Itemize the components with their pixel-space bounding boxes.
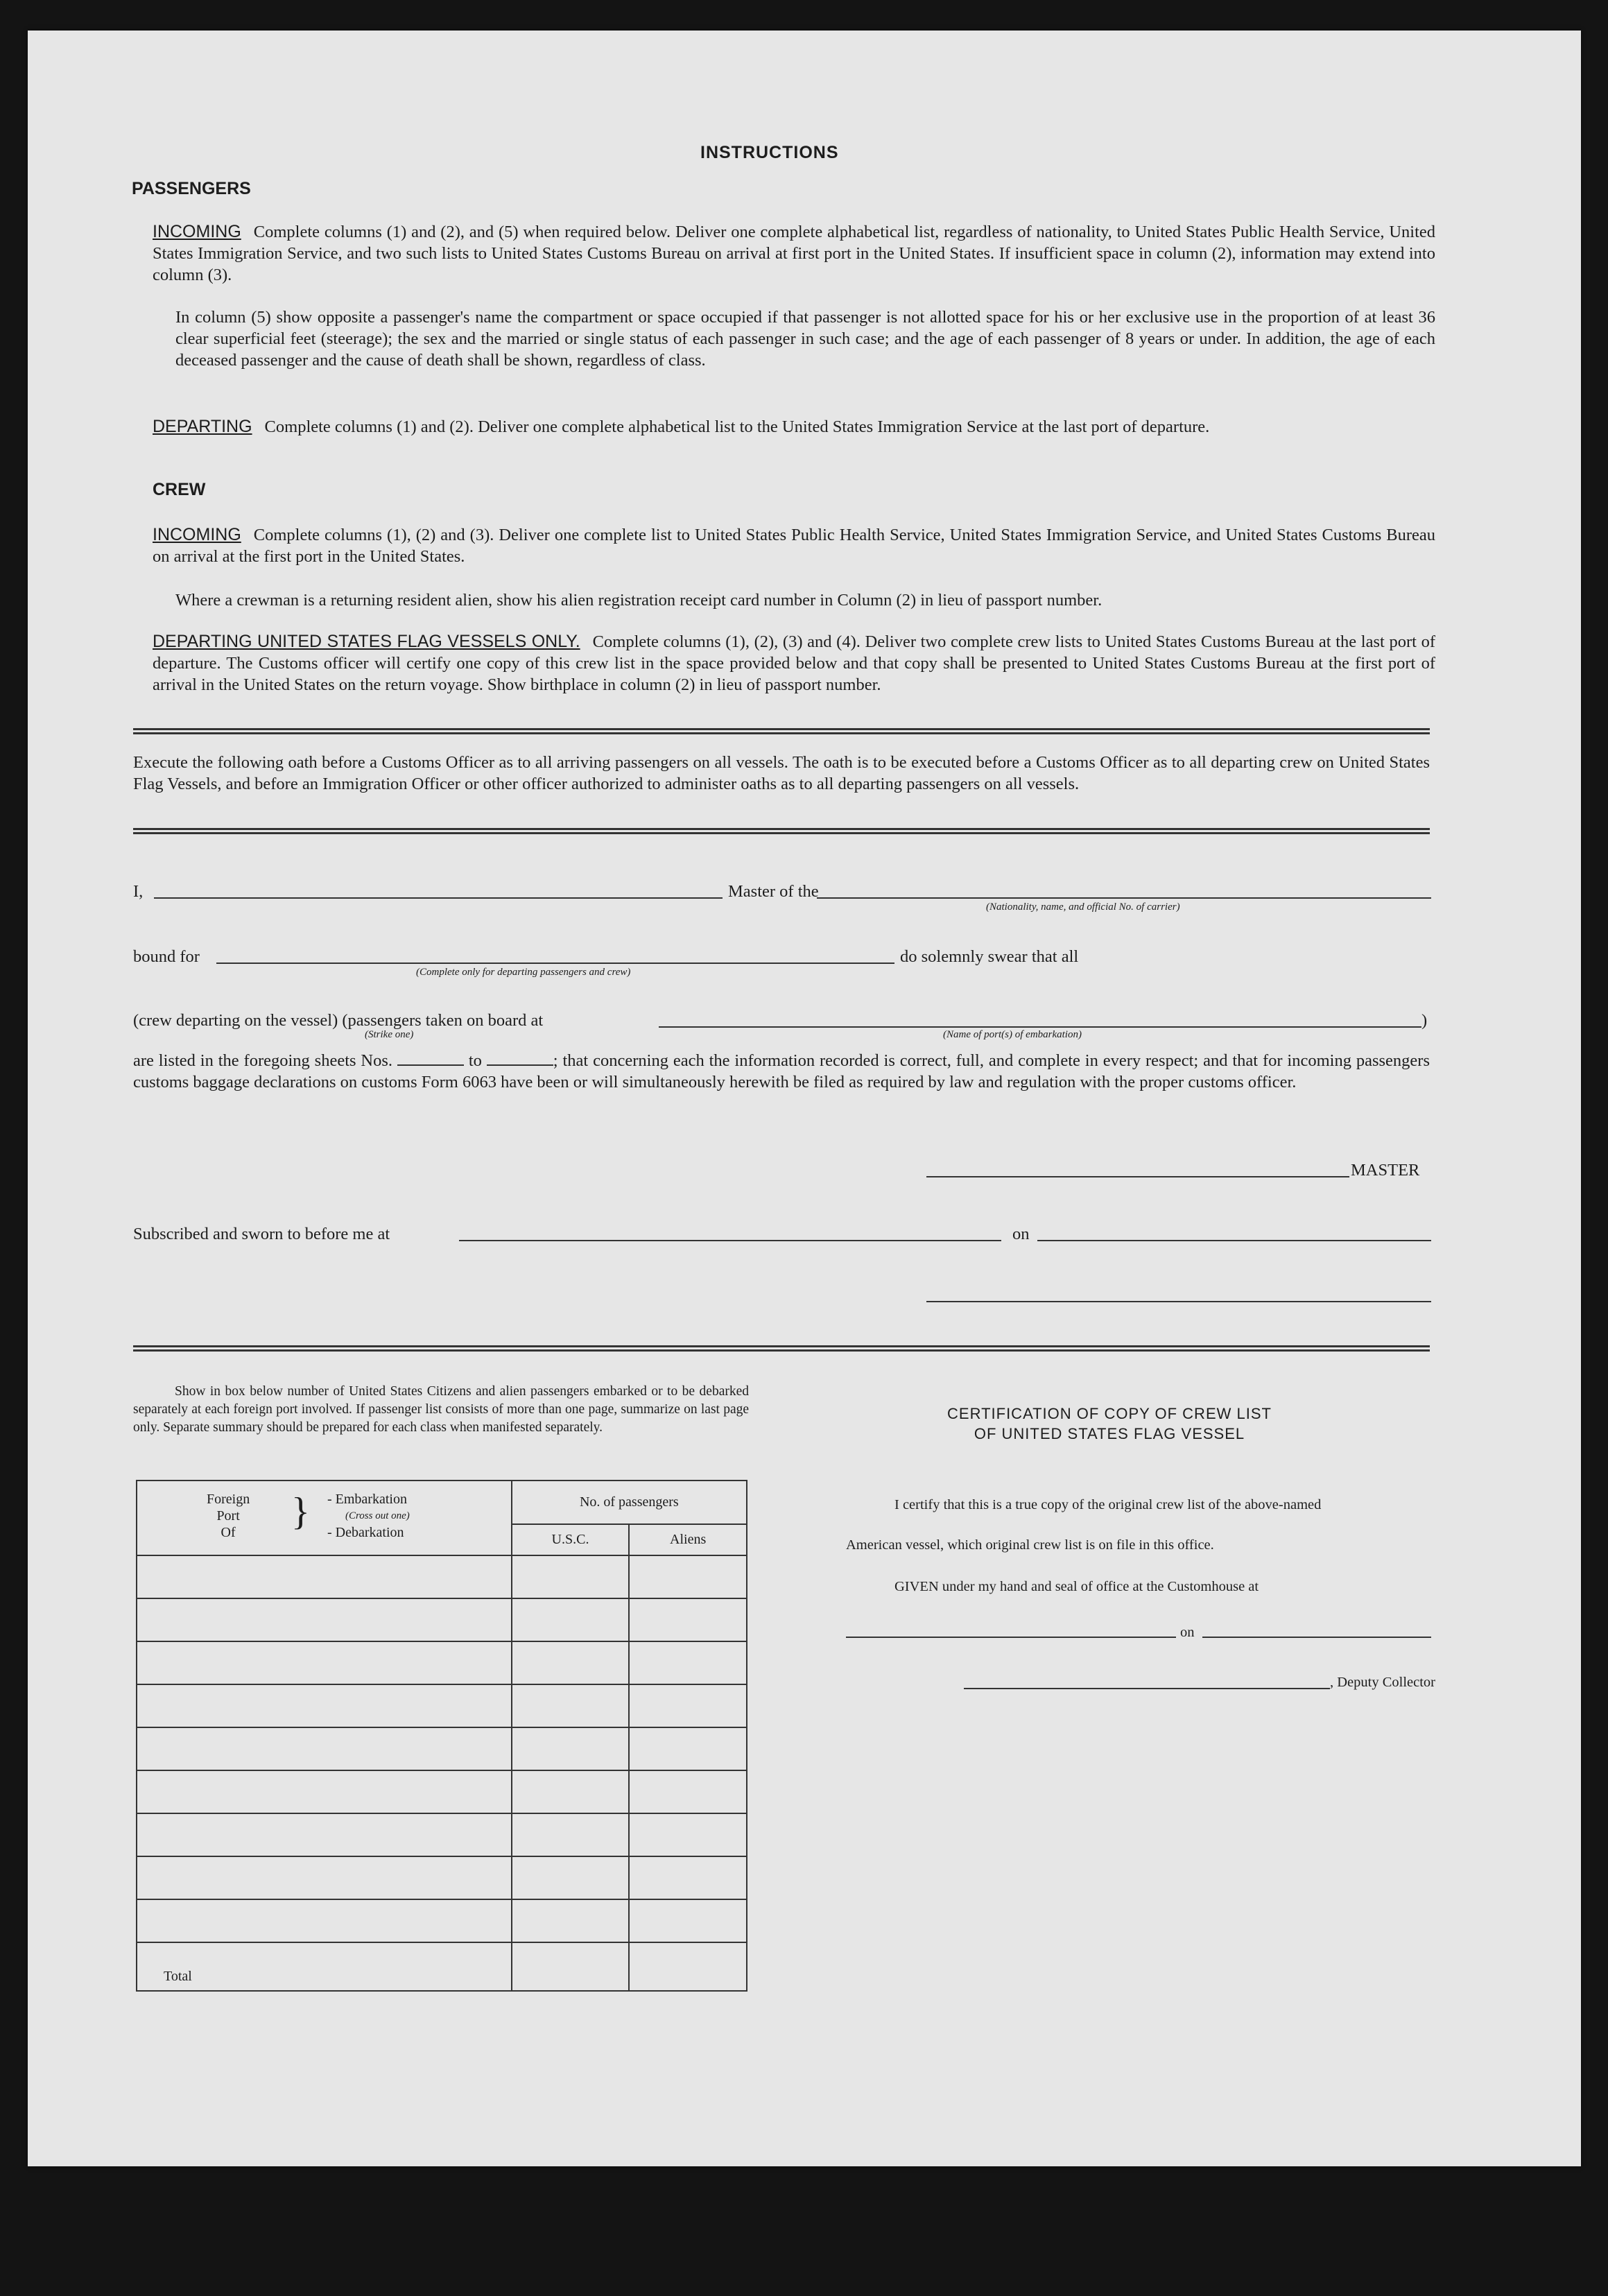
usc-header: U.S.C. xyxy=(512,1524,630,1555)
instructions-title: INSTRUCTIONS xyxy=(700,143,839,162)
crew-incoming-paragraph xyxy=(153,524,1435,567)
ports-caption: (Name of port(s) of embarkation) xyxy=(943,1029,1082,1040)
form-page xyxy=(28,31,1581,2166)
table-row xyxy=(137,1813,747,1856)
table-row xyxy=(137,1727,747,1770)
usc-cell[interactable] xyxy=(512,1770,630,1813)
crew-incoming-label: INCOMING xyxy=(153,525,241,544)
sheet-from-field[interactable] xyxy=(397,1064,464,1066)
aliens-cell[interactable] xyxy=(629,1555,747,1598)
table-row xyxy=(137,1770,747,1813)
sworn-date-field[interactable] xyxy=(1037,1240,1431,1241)
deputy-collector-signature-line[interactable] xyxy=(964,1688,1330,1689)
aliens-cell[interactable] xyxy=(629,1727,747,1770)
carrier-field[interactable] xyxy=(817,897,1431,899)
passengers-incoming-label: INCOMING xyxy=(153,222,241,241)
close-paren: ) xyxy=(1421,1011,1428,1030)
column5-paragraph: In column (5) show opposite a passenger's name the compartment or space occupied if that passenger is not allotted space for his or her exclusive use in the proportion of at least 36 clear superficial feet (steerage); the sex and the married or single status of each passenger in such case; and the age of each passenger of 8 years or under. In addition, the age of each deceased passenger and the cause of death shall be shown, regardless of class. xyxy=(175,308,1435,370)
given-line: GIVEN under my hand and seal of office at the Customhouse at xyxy=(894,1579,1259,1594)
bound-for-field[interactable] xyxy=(216,963,894,964)
sheets-label: are listed in the foregoing sheets Nos. xyxy=(133,1051,393,1070)
officer-signature-line[interactable] xyxy=(926,1301,1431,1302)
passengers-departing-text: Complete columns (1) and (2). Deliver one complete alphabetical list to the United States Immigration Service at the last port of departure. xyxy=(264,417,1210,436)
master-label: MASTER xyxy=(1351,1161,1420,1180)
foreign-label: Foreign xyxy=(207,1492,250,1507)
table-row xyxy=(137,1641,747,1684)
deputy-collector-label: , Deputy Collector xyxy=(1330,1675,1436,1690)
total-label: Total xyxy=(137,1942,512,1991)
sheets-statement: ; that concerning each the information recorded is correct, full, and complete in every respect; and that for incoming passengers customs baggage declarations on customs Form 6063 have been or will simultaneously herewith be filed as required by law and regulation with the proper customs officer. xyxy=(133,1051,1430,1091)
port-cell[interactable] xyxy=(137,1770,512,1813)
customhouse-field[interactable] xyxy=(846,1637,1176,1638)
debarkation-label: - Debarkation xyxy=(327,1525,404,1540)
usc-cell[interactable] xyxy=(512,1641,630,1684)
swear-text: do solemnly swear that all xyxy=(900,947,1079,966)
of-label: Of xyxy=(221,1525,236,1540)
port-cell[interactable] xyxy=(137,1684,512,1727)
usc-cell[interactable] xyxy=(512,1813,630,1856)
port-cell[interactable] xyxy=(137,1813,512,1856)
summary-divider xyxy=(133,1345,1430,1352)
crew-departing-text: Complete columns (1), (2), (3) and (4). Deliver two complete crew lists to United States Customs Bureau at the last port of departure. The Customs officer will certify one copy of this crew list in the space provided below and that copy shall be presented to United States Customs Bureau at the first port of arrival in the United States on the return voyage. Show birthplace in column (2) in lieu of passport number. xyxy=(153,632,1435,694)
master-signature-line[interactable] xyxy=(926,1176,1349,1177)
port-cell[interactable] xyxy=(137,1641,512,1684)
passengers-incoming-text: Complete columns (1) and (2), and (5) when required below. Deliver one complete alphabetical list, regardless of nationality, to United States Public Health Service, United States Immigration Service, and two such lists to United States Customs Bureau on arrival at first port in the United States. If insufficient space in column (2), information may extend into column (3). xyxy=(153,223,1435,284)
port-cell[interactable] xyxy=(137,1727,512,1770)
oath-divider xyxy=(133,828,1430,834)
crew-heading: CREW xyxy=(153,480,206,499)
port-cell[interactable] xyxy=(137,1555,512,1598)
table-row xyxy=(137,1856,747,1899)
aliens-cell[interactable] xyxy=(629,1899,747,1942)
strike-one-caption: (Strike one) xyxy=(365,1029,414,1040)
certification-title-line1: CERTIFICATION OF COPY OF CREW LIST xyxy=(947,1405,1272,1422)
table-row xyxy=(137,1555,747,1598)
aliens-cell[interactable] xyxy=(629,1598,747,1641)
crew-departing-label: DEPARTING UNITED STATES FLAG VESSELS ONLY. xyxy=(153,632,580,651)
cross-out-caption: (Cross out one) xyxy=(345,1510,410,1521)
passengers-departing-label: DEPARTING xyxy=(153,417,252,436)
cert-date-field[interactable] xyxy=(1202,1637,1431,1638)
certify-line2: American vessel, which original crew list is on file in this office. xyxy=(846,1537,1214,1553)
master-of-the-label: Master of the xyxy=(728,882,819,901)
usc-cell[interactable] xyxy=(512,1856,630,1899)
aliens-cell[interactable] xyxy=(629,1856,747,1899)
brace-glyph: } xyxy=(291,1490,310,1533)
bound-for-label: bound for xyxy=(133,947,200,966)
passengers-heading: PASSENGERS xyxy=(132,179,251,198)
certification-title xyxy=(846,1404,1373,1444)
master-name-field[interactable] xyxy=(154,897,723,899)
cert-on-label: on xyxy=(1180,1625,1195,1640)
port-cell[interactable] xyxy=(137,1856,512,1899)
crew-resident-paragraph: Where a crewman is a returning resident alien, show his alien registration receipt card number in Column (2) in lieu of passport number. xyxy=(175,591,1103,610)
aliens-header: Aliens xyxy=(629,1524,747,1555)
table-row xyxy=(137,1598,747,1641)
table-row xyxy=(137,1899,747,1942)
aliens-cell[interactable] xyxy=(629,1684,747,1727)
passengers-departing-paragraph xyxy=(153,416,1435,438)
usc-cell[interactable] xyxy=(512,1684,630,1727)
oath-i: I, xyxy=(133,882,144,901)
certification-title-line2: OF UNITED STATES FLAG VESSEL xyxy=(974,1425,1245,1442)
aliens-cell[interactable] xyxy=(629,1641,747,1684)
usc-cell[interactable] xyxy=(512,1899,630,1942)
no-of-passengers-header: No. of passengers xyxy=(512,1481,747,1524)
complete-only-caption: (Complete only for departing passengers and crew) xyxy=(416,967,631,978)
nationality-caption: (Nationality, name, and official No. of carrier) xyxy=(986,901,1180,913)
crew-departing-text: (crew departing on the vessel) (passengers taken on board at xyxy=(133,1011,544,1030)
sheets-to-label: to xyxy=(468,1051,482,1070)
crew-incoming-text: Complete columns (1), (2) and (3). Deliver one complete list to United States Public Health Service, United States Immigration Service, and United States Customs Bureau on arrival at the first port in the United States. xyxy=(153,526,1435,566)
port-label: Port xyxy=(216,1508,240,1524)
usc-cell[interactable] xyxy=(512,1598,630,1641)
passengers-incoming-paragraph xyxy=(153,221,1435,286)
sheet-to-field[interactable] xyxy=(487,1064,553,1066)
foreign-port-header xyxy=(137,1481,512,1555)
section-divider xyxy=(133,728,1430,734)
total-row xyxy=(137,1942,747,1991)
aliens-cell[interactable] xyxy=(629,1770,747,1813)
summary-instructions: Show in box below number of United States Citizens and alien passengers embarked or to be debarked separately at each foreign port involved. If passenger list consists of more than one page, summarize on last page only. Separate summary should be prepared for each class when manifested separately. xyxy=(133,1384,749,1435)
total-aliens-cell[interactable] xyxy=(629,1942,747,1991)
port-cell[interactable] xyxy=(137,1899,512,1942)
table-row xyxy=(137,1684,747,1727)
oath-intro: Execute the following oath before a Customs Officer as to all arriving passengers on all vessels. The oath is to be executed before a Customs Officer as to all departing crew on United States Flag Vessels, and before an Immigration Officer or other officer authorized to administer oaths as to all departing passengers on all vessels. xyxy=(133,753,1430,793)
crew-departing-paragraph xyxy=(153,631,1435,696)
port-cell[interactable] xyxy=(137,1598,512,1641)
sworn-on-label: on xyxy=(1012,1225,1030,1243)
sheets-paragraph xyxy=(133,1050,1430,1093)
embarkation-label: - Embarkation xyxy=(327,1492,407,1507)
sworn-at-field[interactable] xyxy=(459,1240,1001,1241)
usc-cell[interactable] xyxy=(512,1555,630,1598)
total-usc-cell[interactable] xyxy=(512,1942,630,1991)
aliens-cell[interactable] xyxy=(629,1813,747,1856)
passenger-summary-table xyxy=(136,1480,747,1992)
usc-cell[interactable] xyxy=(512,1727,630,1770)
certify-line1: I certify that this is a true copy of the original crew list of the above-named xyxy=(894,1497,1322,1512)
embarkation-ports-field[interactable] xyxy=(659,1026,1421,1028)
subscribed-label: Subscribed and sworn to before me at xyxy=(133,1225,390,1243)
